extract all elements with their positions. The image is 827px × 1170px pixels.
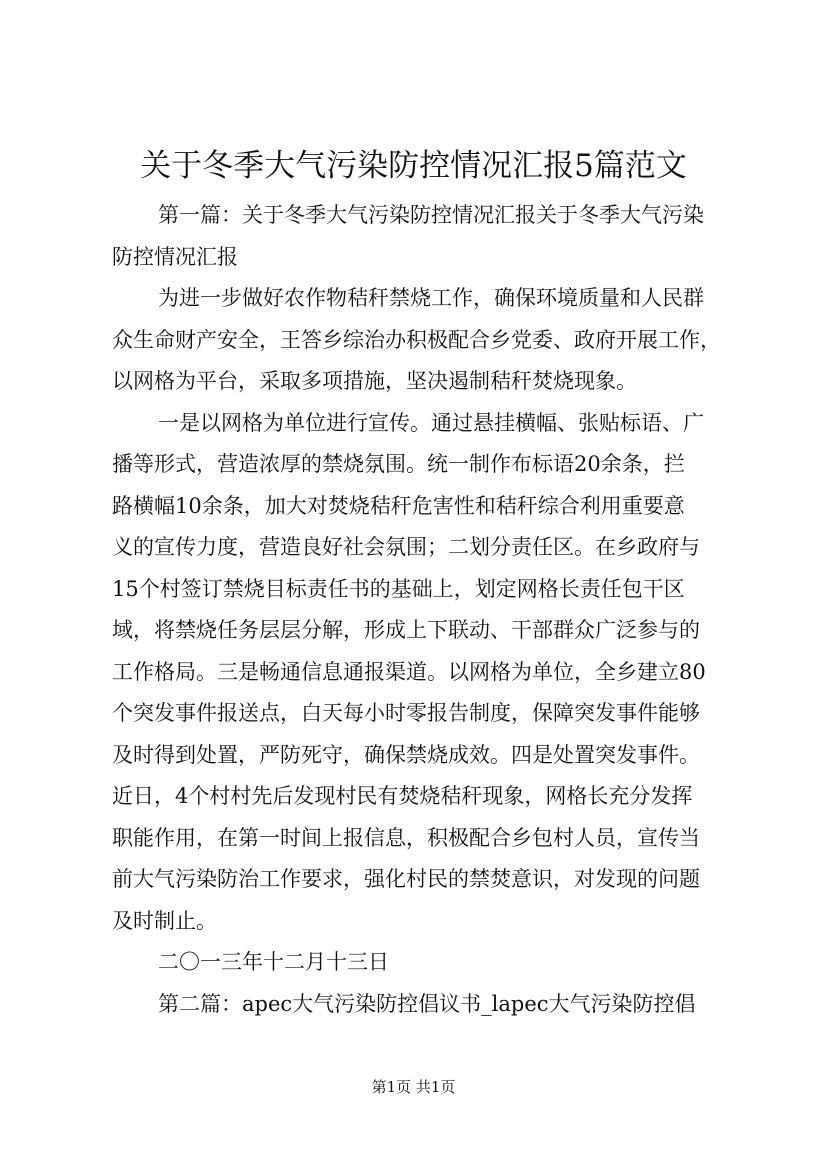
section-heading: 第二篇：apec大气污染防控倡议书_lapec大气污染防控倡 bbox=[158, 991, 696, 1016]
paragraph-line: 播等形式，营造浓厚的禁烧氛围。统一制作布标语20余条，拦 bbox=[112, 452, 685, 476]
paragraph-line: 及时得到处置，严防死守，确保禁烧成效。四是处置突发事件。 bbox=[112, 742, 700, 767]
document-body bbox=[112, 195, 721, 1025]
paragraph-line: 个突发事件报送点，白天每小时零报告制度，保障突发事件能够 bbox=[112, 701, 700, 725]
date-line: 二〇一三年十二月十三日 bbox=[158, 950, 389, 974]
paragraph-line: 及时制止。 bbox=[112, 908, 217, 933]
page-footer: 第1页 共1页 bbox=[371, 1078, 456, 1096]
paragraph-line: 路横幅10余条，加大对焚烧秸秆危害性和秸秆综合利用重要意 bbox=[112, 493, 685, 518]
paragraph-line: 工作格局。三是畅通信息通报渠道。以网格为单位，全乡建立80 bbox=[112, 659, 706, 684]
paragraph-line: 15个村签订禁烧目标责任书的基础上，划定网格长责任包干区 bbox=[112, 576, 685, 601]
paragraph-line: 近日，4个村村先后发现村民有焚烧秸秆现象，网格长充分发挥 bbox=[112, 784, 693, 808]
paragraph-line: 防控情况汇报 bbox=[112, 244, 238, 269]
paragraph-line: 前大气污染防治工作要求，强化村民的禁焚意识，对发现的问题 bbox=[112, 867, 700, 891]
document-title: 关于冬季大气污染防控情况汇报5篇范文 bbox=[140, 148, 687, 184]
paragraph-line: 为进一步做好农作物秸秆禁烧工作，确保环境质量和人民群 bbox=[158, 286, 704, 310]
paragraph-line: 域，将禁烧任务层层分解，形成上下联动、干部群众广泛参与的 bbox=[112, 618, 700, 642]
paragraph-line: 第一篇：关于冬季大气污染防控情况汇报关于冬季大气污染 bbox=[158, 203, 704, 227]
paragraph-line: 义的宣传力度，营造良好社会氛围；二划分责任区。在乡政府与 bbox=[112, 535, 700, 559]
paragraph-line: 职能作用，在第一时间上报信息，积极配合乡包村人员，宣传当 bbox=[112, 825, 700, 850]
paragraph-line: 一是以网格为单位进行宣传。通过悬挂横幅、张贴标语、广 bbox=[158, 410, 704, 435]
paragraph-line: 众生命财产安全，王答乡综治办积极配合乡党委、政府开展工作， bbox=[112, 327, 721, 352]
paragraph-line: 以网格为平台，采取多项措施，坚决遏制秸秆焚烧现象。 bbox=[112, 369, 637, 393]
